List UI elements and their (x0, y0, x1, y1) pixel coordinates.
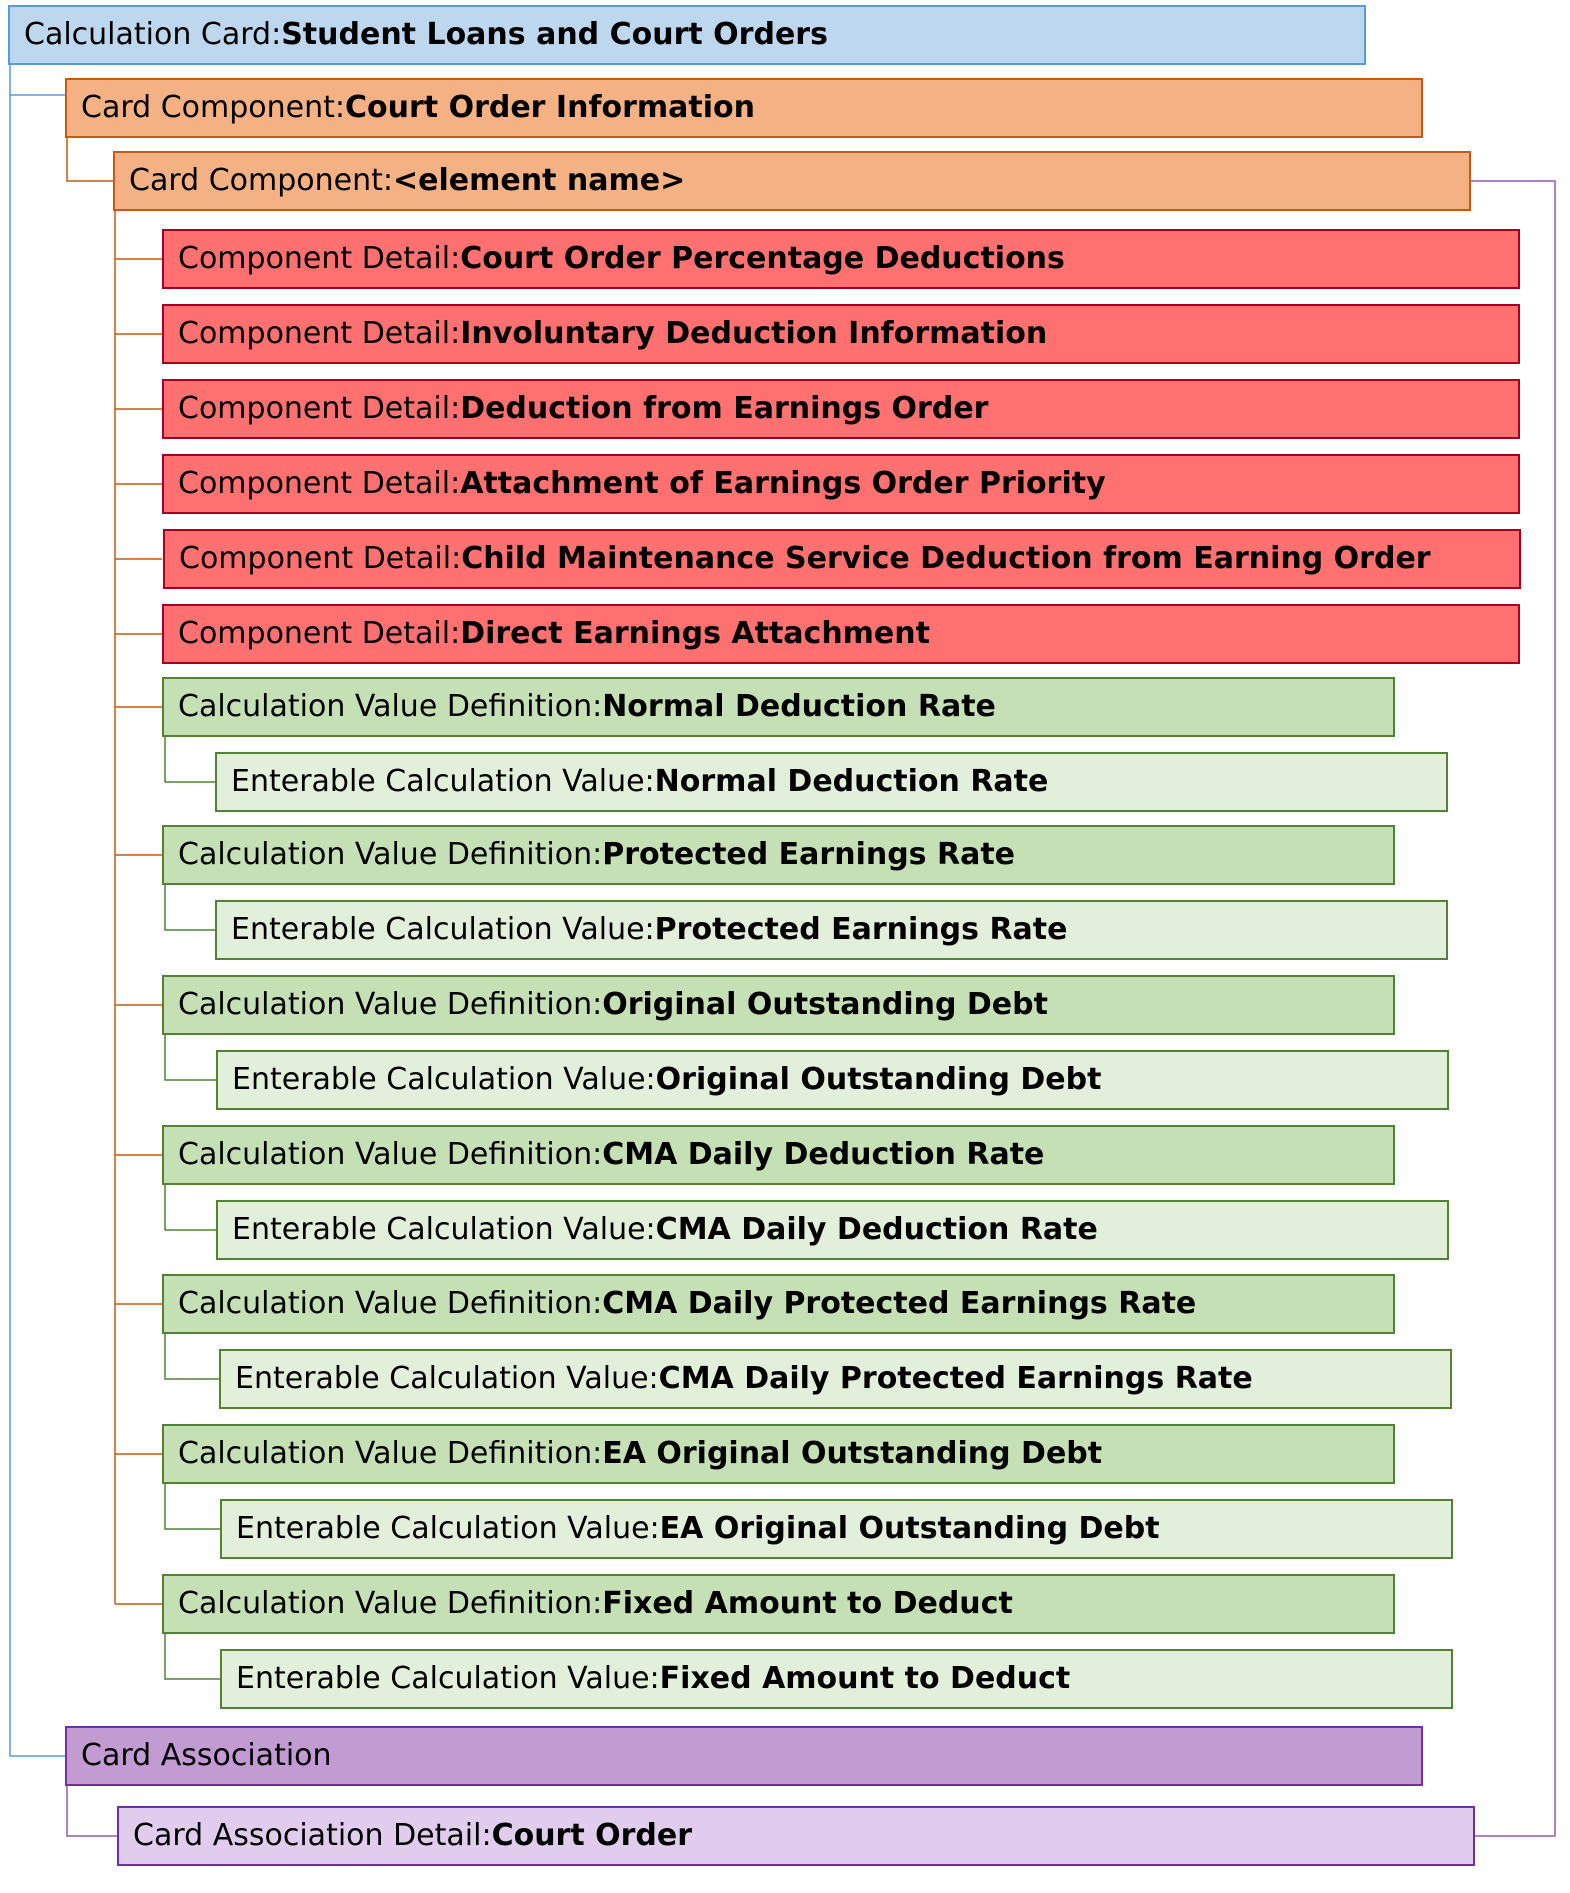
enterable-calculation-value-label: Enterable Calculation Value: (232, 1062, 656, 1097)
component-detail-label: Component Detail: (178, 616, 461, 651)
component-detail-box (162, 229, 1520, 289)
calculation-value-definition-label: Calculation Value Definition: (178, 1286, 603, 1321)
connector-line (165, 1185, 216, 1230)
enterable-calculation-value-name: EA Original Outstanding Debt (659, 1511, 1160, 1546)
card-association-detail-box (117, 1806, 1475, 1866)
calculation-value-definition-name: Normal Deduction Rate (602, 689, 996, 724)
component-detail-box (162, 304, 1520, 364)
card-component-name: Court Order Information (345, 90, 755, 125)
calculation-value-definition-label: Calculation Value Definition: (178, 1436, 603, 1471)
card-component-label: Card Component: (81, 90, 345, 125)
enterable-calculation-value-label: Enterable Calculation Value: (235, 1361, 659, 1396)
enterable-calculation-value-label: Enterable Calculation Value: (231, 912, 655, 947)
component-detail-box (162, 604, 1520, 664)
calculation-value-definition-box (162, 1574, 1395, 1634)
card-association-box (65, 1726, 1423, 1786)
component-detail-name: Involuntary Deduction Information (460, 316, 1048, 351)
component-detail-box (163, 529, 1521, 589)
enterable-calculation-value-label: Enterable Calculation Value: (236, 1661, 660, 1696)
component-detail-name: Court Order Percentage Deductions (460, 241, 1065, 276)
card-component-element-box (113, 151, 1471, 211)
enterable-calculation-value-name: CMA Daily Protected Earnings Rate (658, 1361, 1253, 1396)
connector-line (165, 1035, 216, 1080)
enterable-calculation-value-name: Original Outstanding Debt (655, 1062, 1102, 1097)
card-association-detail-label: Card Association Detail: (133, 1818, 492, 1853)
enterable-calculation-value-box (215, 752, 1448, 812)
calculation-value-definition-name: EA Original Outstanding Debt (602, 1436, 1103, 1471)
calculation-value-definition-box (162, 975, 1395, 1035)
calculation-value-definition-name: CMA Daily Deduction Rate (602, 1137, 1045, 1172)
calculation-card-label: Calculation Card: (24, 17, 282, 52)
calculation-card-name: Student Loans and Court Orders (281, 17, 828, 52)
connector-line (165, 1334, 219, 1379)
card-association-detail-name: Court Order (491, 1818, 693, 1853)
enterable-calculation-value-box (220, 1649, 1453, 1709)
calculation-value-definition-label: Calculation Value Definition: (178, 689, 603, 724)
connector-line (165, 1484, 220, 1529)
calculation-value-definition-box (162, 1125, 1395, 1185)
calculation-value-definition-label: Calculation Value Definition: (178, 1586, 603, 1621)
component-detail-label: Component Detail: (178, 391, 461, 426)
component-detail-box (162, 454, 1520, 514)
enterable-calculation-value-name: Fixed Amount to Deduct (659, 1661, 1071, 1696)
component-detail-name: Attachment of Earnings Order Priority (460, 466, 1106, 501)
component-detail-label: Component Detail: (178, 466, 461, 501)
card-component-element-label: Card Component: (129, 163, 393, 198)
enterable-calculation-value-box (215, 900, 1448, 960)
card-component-element-name: <element name> (393, 163, 686, 198)
enterable-calculation-value-box (216, 1050, 1449, 1110)
calculation-value-definition-label: Calculation Value Definition: (178, 837, 603, 872)
connector-line (67, 138, 113, 181)
card-association-label: Card Association (81, 1738, 332, 1773)
component-detail-name: Child Maintenance Service Deduction from Earning Order (461, 541, 1431, 576)
enterable-calculation-value-box (216, 1200, 1449, 1260)
calculation-value-definition-box (162, 825, 1395, 885)
enterable-calculation-value-box (220, 1499, 1453, 1559)
connector-line (165, 737, 215, 782)
calculation-value-definition-box (162, 1274, 1395, 1334)
enterable-calculation-value-name: CMA Daily Deduction Rate (655, 1212, 1098, 1247)
calculation-card-box (8, 5, 1366, 65)
connector-line (165, 885, 215, 930)
calculation-value-definition-name: CMA Daily Protected Earnings Rate (602, 1286, 1197, 1321)
calculation-value-definition-name: Fixed Amount to Deduct (602, 1586, 1013, 1621)
component-detail-label: Component Detail: (178, 241, 461, 276)
component-detail-name: Deduction from Earnings Order (460, 391, 989, 426)
enterable-calculation-value-name: Protected Earnings Rate (654, 912, 1068, 947)
component-detail-label: Component Detail: (179, 541, 462, 576)
connector-line (10, 65, 65, 1756)
calculation-value-definition-name: Original Outstanding Debt (602, 987, 1048, 1022)
component-detail-label: Component Detail: (178, 316, 461, 351)
enterable-calculation-value-label: Enterable Calculation Value: (236, 1511, 660, 1546)
enterable-calculation-value-name: Normal Deduction Rate (654, 764, 1049, 799)
calculation-value-definition-box (162, 1424, 1395, 1484)
enterable-calculation-value-label: Enterable Calculation Value: (232, 1212, 656, 1247)
calculation-value-definition-name: Protected Earnings Rate (602, 837, 1016, 872)
component-detail-name: Direct Earnings Attachment (460, 616, 930, 651)
calculation-value-definition-label: Calculation Value Definition: (178, 987, 603, 1022)
calculation-value-definition-label: Calculation Value Definition: (178, 1137, 603, 1172)
connector-line (165, 1634, 220, 1679)
calculation-value-definition-box (162, 677, 1395, 737)
enterable-calculation-value-box (219, 1349, 1452, 1409)
component-detail-box (162, 379, 1520, 439)
enterable-calculation-value-label: Enterable Calculation Value: (231, 764, 655, 799)
connector-line (67, 1786, 117, 1836)
card-component-box (65, 78, 1423, 138)
